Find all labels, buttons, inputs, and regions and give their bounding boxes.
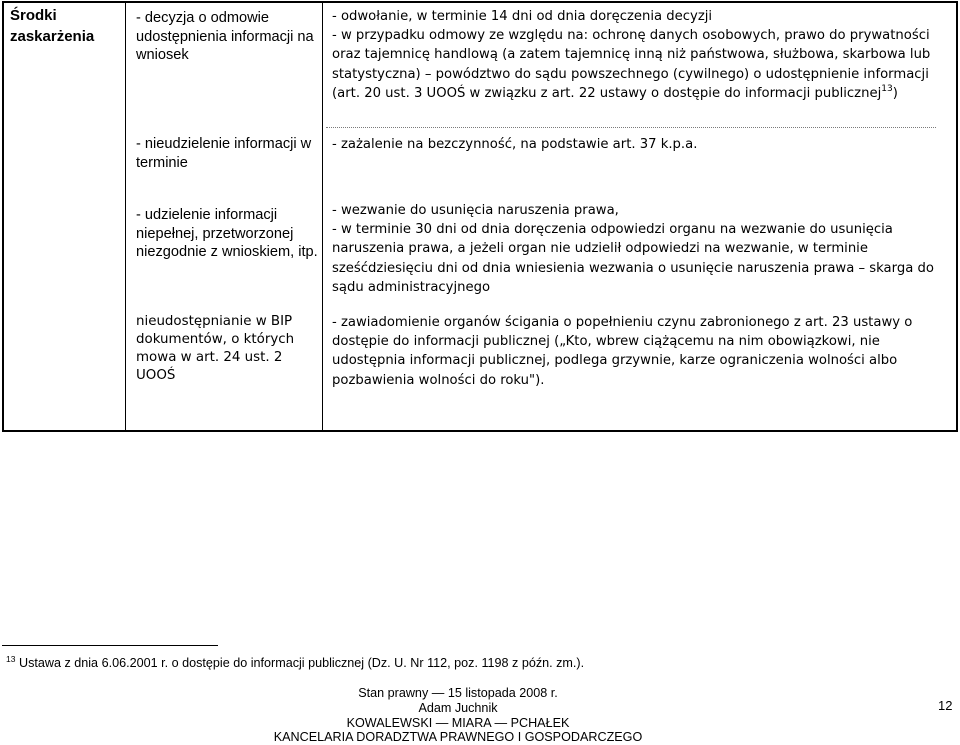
footnote-marker: 13 (6, 654, 16, 664)
category-bip-non-publication: nieudostępnianie w BIP dokumentów, o których mowa w art. 24 ust. 2 UOOŚ (136, 314, 295, 383)
remedy-summons-and-complaint (332, 201, 944, 297)
category-no-information-in-time: - nieudzielenie informacji w terminie (136, 136, 312, 171)
table-header-cell: Środki zaskarżenia (10, 7, 95, 45)
legal-remedies-table (2, 1, 958, 432)
category-refusal-decision: - decyzja o odmowie udostępnienia informacji na wniosek (136, 10, 314, 63)
remedy-appeal (332, 7, 944, 103)
remedy-appeal-line: - odwołanie, w terminie 14 dni od dnia doręczenia decyzji (332, 9, 713, 24)
remedy-summons-line: - wezwanie do usunięcia naruszenia prawa, (332, 203, 619, 218)
page-number: 12 (938, 698, 953, 713)
category-incomplete-information: - udzielenie informacji niepełnej, przetworzonej niezgodnie z wnioskiem, itp. (136, 207, 318, 260)
remedy-complaint-inaction: - zażalenie na bezczynność, na podstawie art. 37 k.p.a. (332, 137, 698, 152)
remedy-civil-lawsuit-tail: ) (892, 85, 898, 101)
row-separator (326, 127, 936, 128)
footer-firm-name: KANCELARIA DORADZTWA PRAWNEGO I GOSPODARCZEGO (273, 730, 643, 745)
footer-firm-partners: KOWALEWSKI — MIARA — PCHAŁEK (346, 715, 570, 730)
remedy-administrative-court: - w terminie 30 dni od dnia doręczenia odpowiedzi organu na wezwanie do usunięcia naruszenia prawa, a jeżeli organ nie udzielił odpowiedzi na wezwanie, w terminie sześćdziesięciu dni od dnia wniesienia wezwania o usunięcie naruszenia prawa – skarga do sądu administracyjnego (332, 222, 934, 295)
footer-author: Adam Juchnik (418, 700, 498, 715)
footnote-rule (2, 645, 218, 646)
remedy-prosecution-notice: - zawiadomienie organów ścigania o popełnieniu czynu zabronionego z art. 23 ustawy o dostępie do informacji publicznej („Kto, wbrew ciążącemu na nim obowiązkowi, nie udostępnia informacji publicznej, podlega grzywnie, karze ograniczenia wolności albo pozbawienia wolności do roku"). (332, 315, 913, 388)
column-divider (322, 3, 323, 430)
footnote-text: Ustawa z dnia 6.06.2001 r. o dostępie do informacji publicznej (Dz. U. Nr 112, poz. 1198 z późn. zm.). (15, 656, 585, 670)
footer-legal-state: Stan prawny — 15 listopada 2008 r. (358, 686, 558, 700)
footnote (6, 655, 906, 671)
footnote-reference: 13 (881, 83, 893, 94)
page-footer (250, 686, 666, 745)
column-divider (125, 3, 126, 430)
remedy-civil-lawsuit (332, 26, 944, 103)
remedy-civil-lawsuit-text: - w przypadku odmowy ze względu na: ochronę danych osobowych, prawo do prywatności oraz tajemnicę handlową (a zatem tajemnicę inną niż państwowa, służbowa, skarbowa lub statystyczna) – powództwo do sądu powszechnego (cywilnego) o udostępnienie informacji (art. 20 ust. 3 UOOŚ w związku z art. 22 ustawy o dostępie do informacji publicznej (332, 28, 931, 101)
